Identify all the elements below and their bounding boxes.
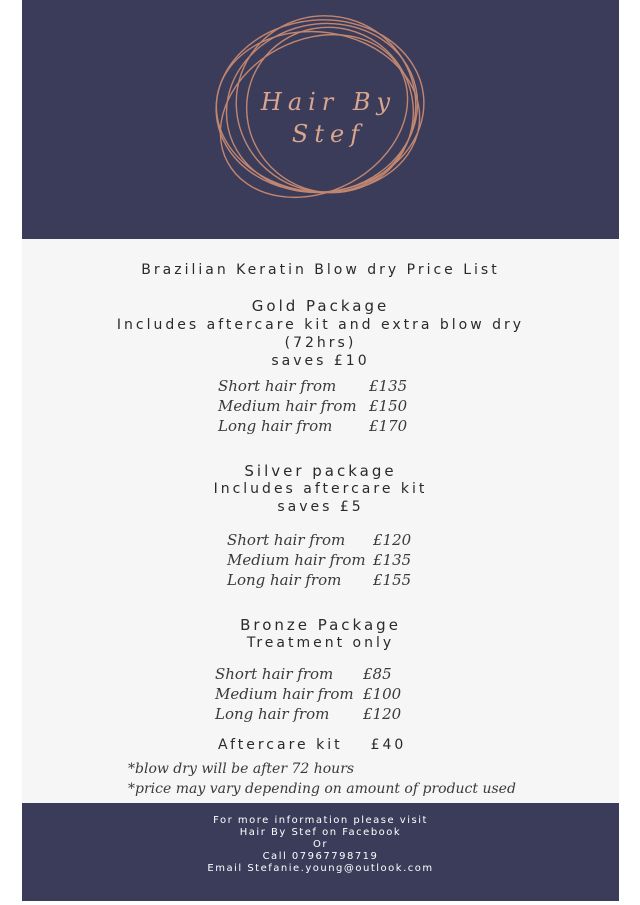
price-label: Short hair from (227, 531, 346, 549)
note-blow-dry: *blow dry will be after 72 hours (128, 761, 355, 777)
price-label: Long hair from (218, 417, 333, 435)
footer-email-line: Email Stefanie.young@outlook.com (207, 863, 434, 874)
price-row (227, 570, 411, 590)
logo-text-line1: Hair By (260, 88, 397, 116)
bronze-price-table (215, 664, 401, 724)
price-row (218, 376, 407, 396)
gold-price-table (218, 376, 407, 436)
price-row (227, 550, 411, 570)
gold-package-desc-line2: (72hrs) (284, 335, 357, 351)
price-value: £135 (373, 551, 412, 569)
footer-info-line: For more information please visit (213, 815, 428, 826)
silver-package-heading: Silver package (244, 462, 397, 480)
bronze-package-desc-line1: Treatment only (246, 635, 395, 651)
footer-phone-line: Call 07967798719 (262, 851, 379, 862)
price-value: £135 (369, 377, 408, 395)
price-content (22, 239, 619, 803)
price-value: £170 (369, 417, 408, 435)
price-value: £120 (363, 705, 402, 723)
price-label: Short hair from (218, 377, 337, 395)
footer-or-line: Or (313, 839, 328, 850)
bronze-package-heading: Bronze Package (240, 616, 401, 634)
price-value: £120 (373, 531, 412, 549)
gold-package-savings: saves £10 (271, 353, 370, 369)
aftercare-kit-price: £40 (370, 737, 407, 753)
price-value: £150 (369, 397, 408, 415)
price-row (218, 416, 407, 436)
price-label: Long hair from (215, 705, 330, 723)
price-row (215, 664, 401, 684)
price-value: £85 (363, 665, 392, 683)
footer-banner (22, 803, 619, 901)
footer-facebook-line: Hair By Stef on Facebook (239, 827, 402, 838)
page-title: Brazilian Keratin Blow dry Price List (141, 262, 500, 278)
aftercare-kit-row (218, 737, 406, 753)
header-banner (22, 0, 619, 239)
price-label: Medium hair from (227, 551, 366, 569)
price-list-sheet (22, 0, 619, 901)
price-row (215, 704, 401, 724)
silver-price-table (227, 530, 411, 590)
price-row (218, 396, 407, 416)
price-row (215, 684, 401, 704)
price-label: Long hair from (227, 571, 342, 589)
price-label: Short hair from (215, 665, 334, 683)
logo-text-line2: Stef (291, 120, 366, 148)
price-label: Medium hair from (218, 397, 357, 415)
note-price-varies: *price may vary depending on amount of product used (128, 781, 516, 797)
price-row (227, 530, 411, 550)
price-value: £155 (373, 571, 412, 589)
gold-package-heading: Gold Package (251, 297, 390, 315)
silver-package-savings: saves £5 (277, 499, 364, 515)
aftercare-kit-label: Aftercare kit (218, 737, 343, 753)
price-label: Medium hair from (215, 685, 354, 703)
gold-package-desc-line1: Includes aftercare kit and extra blow dry (116, 317, 525, 333)
silver-package-desc-line1: Includes aftercare kit (213, 481, 428, 497)
price-value: £100 (363, 685, 402, 703)
